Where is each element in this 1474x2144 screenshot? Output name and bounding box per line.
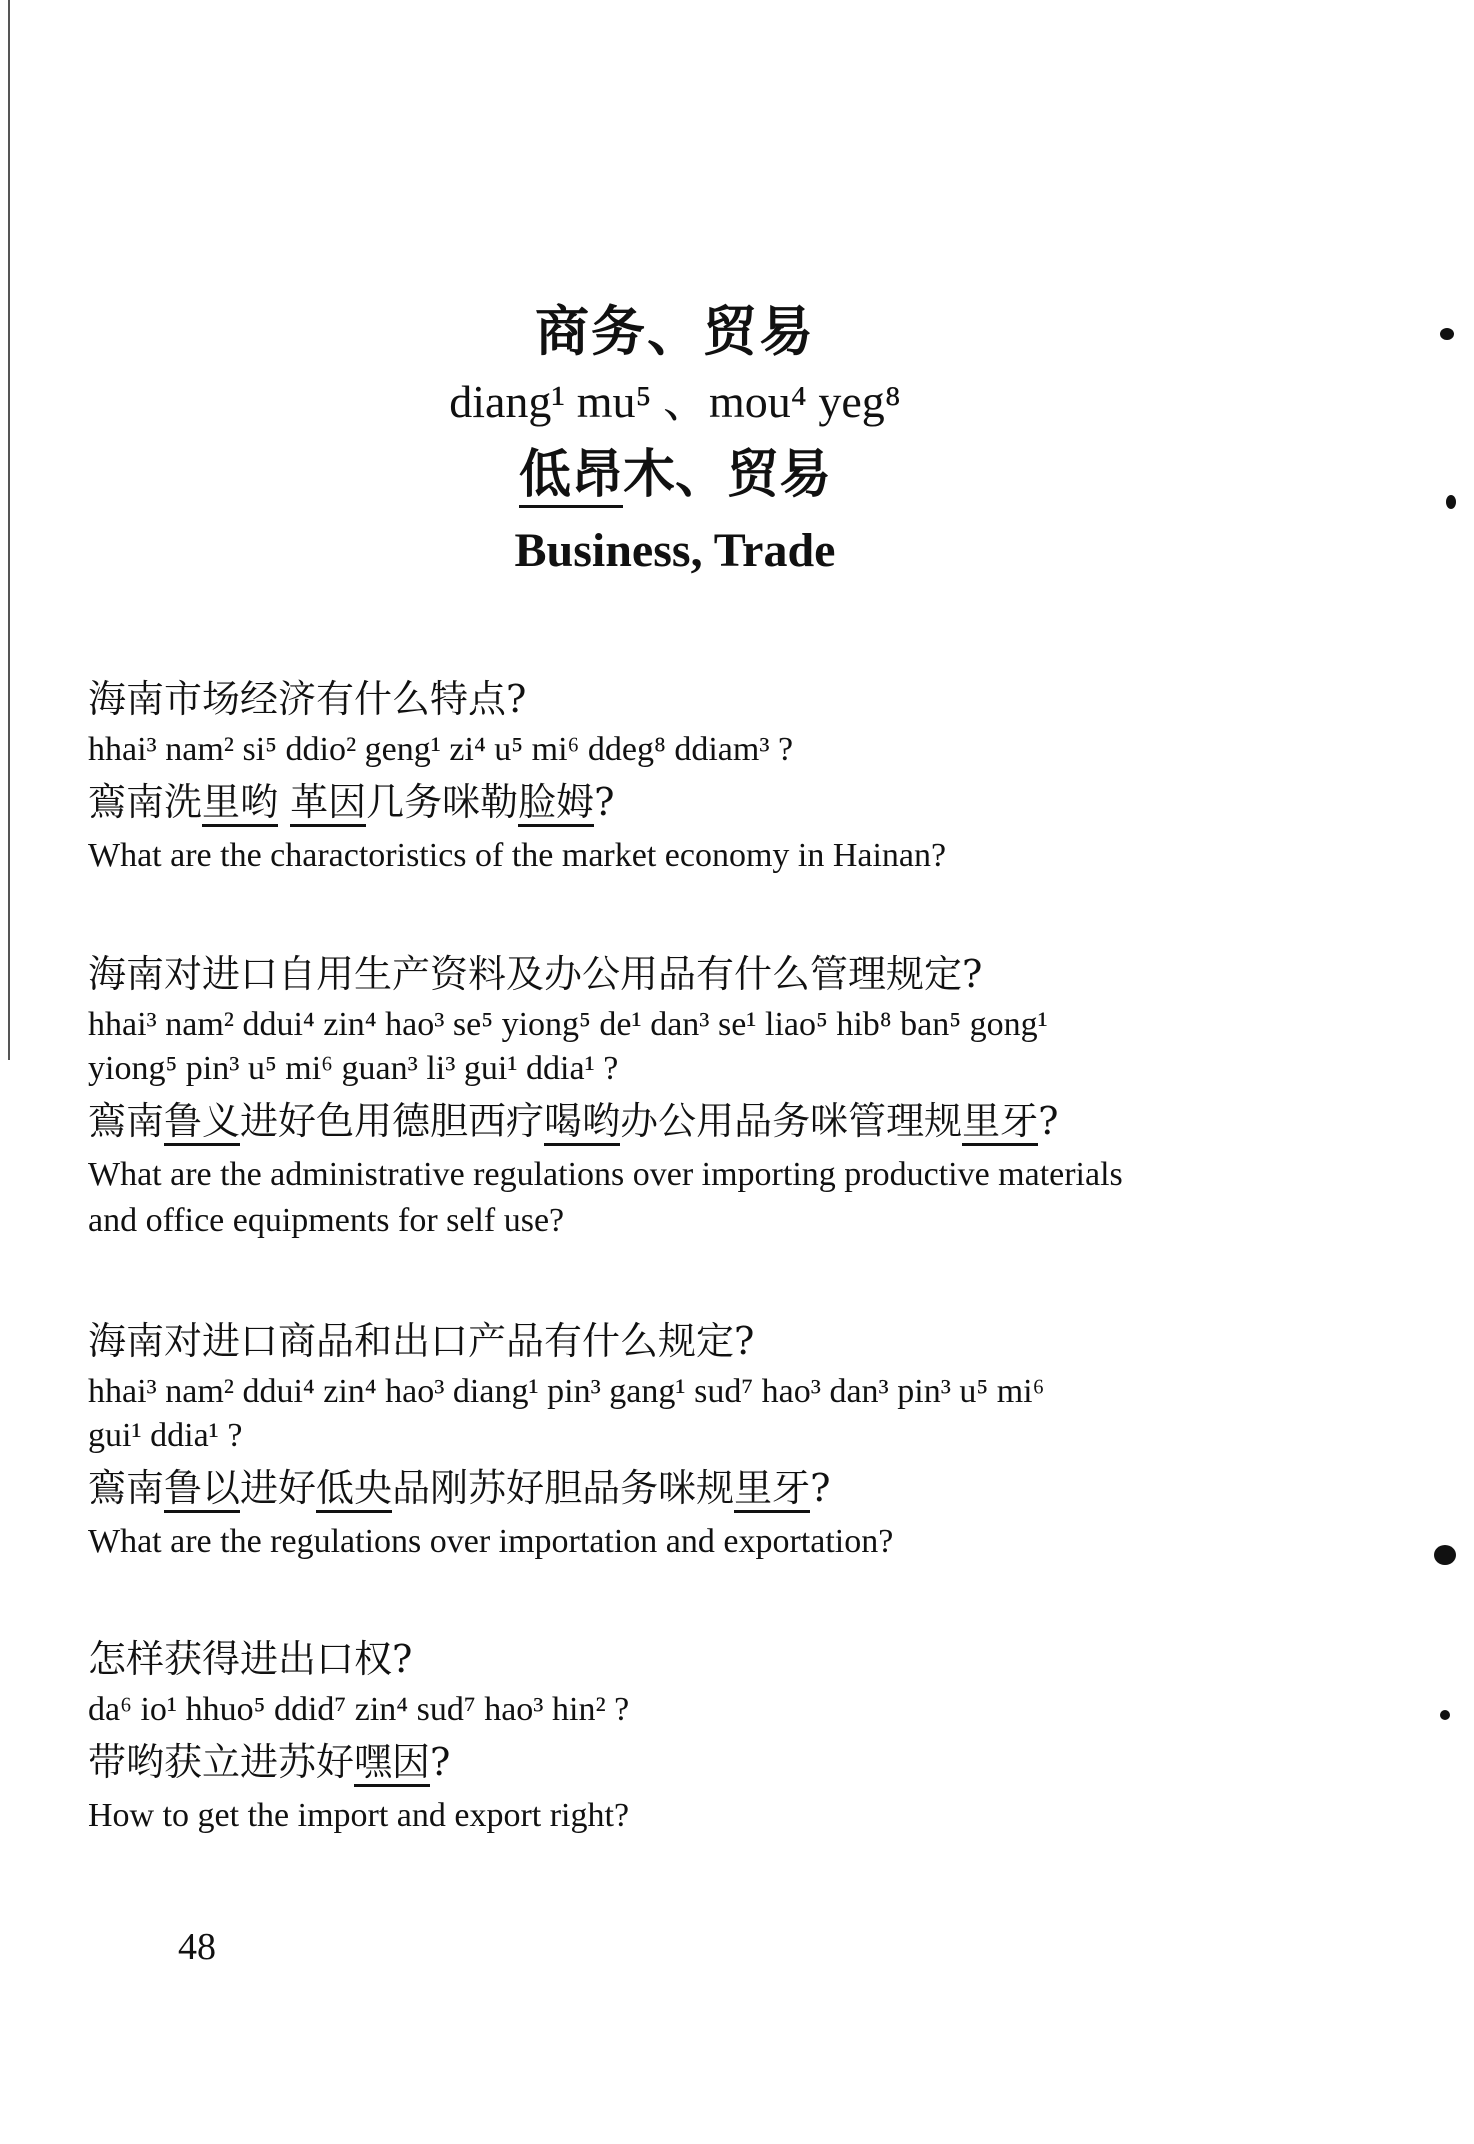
section-title-pinyin: diang¹ mu⁵ 、mou⁴ yeg⁸ [449, 376, 901, 427]
underlined-segment: 里牙 [734, 1466, 810, 1513]
section-title-english: Business, Trade [514, 524, 836, 577]
underlined-segment: 低央 [316, 1466, 392, 1513]
section-title-hainanese-rest: 木、贸易 [623, 444, 832, 505]
entry-1 [88, 670, 1338, 878]
entry-3-english: What are the regulations over importation and exportation? [88, 1523, 894, 1560]
underlined-segment: 喝哟 [544, 1099, 620, 1146]
underlined-segment: 鲁以 [164, 1466, 240, 1513]
underlined-segment: 里哟 [202, 780, 278, 827]
entry-3-chinese: 海南对进口商品和出口产品有什么规定? [88, 1319, 755, 1363]
text-segment: ? [430, 1740, 451, 1784]
entry-4-pinyin: da⁶ io¹ hhuo⁵ ddid⁷ zin⁴ sud⁷ hao³ hin² ? [88, 1691, 630, 1728]
entry-1-english: What are the charactoristics of the market economy in Hainan? [88, 837, 947, 874]
underlined-segment: 里牙 [962, 1099, 1038, 1146]
entry-4 [88, 1630, 1338, 1838]
section-title-chinese: 商务、贸易 [535, 299, 815, 363]
text-segment: 鵉南 [88, 1099, 165, 1143]
entry-1-hainanese [88, 772, 1338, 832]
text-segment: 品刚苏好胆品务咪规 [392, 1466, 735, 1510]
entry-2-pinyin-line-2: yiong⁵ pin³ u⁵ mi⁶ guan³ li³ gui¹ ddia¹ ? [88, 1050, 619, 1087]
scan-speck [1434, 1545, 1456, 1565]
text-segment: 办公用品务咪管理规 [620, 1099, 963, 1143]
entry-3-pinyin-line-1: hhai³ nam² ddui⁴ zin⁴ hao³ diang¹ pin³ gang¹ sud⁷ hao³ dan³ pin³ u⁵ mi⁶ [88, 1373, 1045, 1410]
text-segment: 带哟获立进苏好 [88, 1740, 355, 1784]
entry-4-english: How to get the import and export right? [88, 1797, 630, 1834]
entry-1-chinese: 海南市场经济有什么特点? [88, 677, 527, 721]
scan-speck [1440, 1710, 1450, 1720]
text-segment: 进好色用德胆西疗 [240, 1099, 545, 1143]
text-segment: ? [1038, 1099, 1059, 1143]
underlined-segment: 鲁义 [164, 1099, 240, 1146]
section-title-hainanese-underlined: 低昂 [519, 444, 623, 508]
text-segment: 进好 [240, 1466, 317, 1510]
text-segment: 鵉南 [88, 1466, 165, 1510]
text-segment [278, 780, 290, 824]
entry-3-hainanese [88, 1458, 1338, 1518]
entry-2-english-line-1: What are the administrative regulations over importing productive materials [88, 1156, 1123, 1193]
entry-1-pinyin: hhai³ nam² si⁵ ddio² geng¹ zi⁴ u⁵ mi⁶ ddeg⁸ ddiam³ ? [88, 731, 794, 768]
text-segment: 鵉南洗 [88, 780, 203, 824]
entry-2-english-line-2: and office equipments for self use? [88, 1202, 565, 1239]
scan-speck [1446, 495, 1456, 509]
entry-4-hainanese [88, 1732, 1338, 1792]
entry-2-pinyin-line-1: hhai³ nam² ddui⁴ zin⁴ hao³ se⁵ yiong⁵ de¹ dan³ se¹ liao⁵ hib⁸ ban⁵ gong¹ [88, 1006, 1048, 1043]
text-segment: ? [810, 1466, 831, 1510]
entry-3-pinyin-line-2: gui¹ ddia¹ ? [88, 1417, 243, 1454]
scan-speck [1440, 328, 1454, 340]
underlined-segment: 革因 [290, 780, 366, 827]
entry-2-hainanese [88, 1091, 1338, 1151]
page-number: 48 [178, 1926, 216, 1968]
underlined-segment: 嘿因 [354, 1740, 430, 1787]
section-title-hainanese [0, 437, 1350, 513]
entry-2-chinese: 海南对进口自用生产资料及办公用品有什么管理规定? [88, 952, 983, 996]
text-segment: ? [594, 780, 615, 824]
underlined-segment: 脸姆 [518, 780, 594, 827]
text-segment: 几务咪勒 [366, 780, 519, 824]
entry-3 [88, 1312, 1338, 1564]
entry-4-chinese: 怎样获得进出口权? [88, 1637, 413, 1681]
section-header [0, 295, 1350, 589]
entry-2 [88, 945, 1338, 1243]
